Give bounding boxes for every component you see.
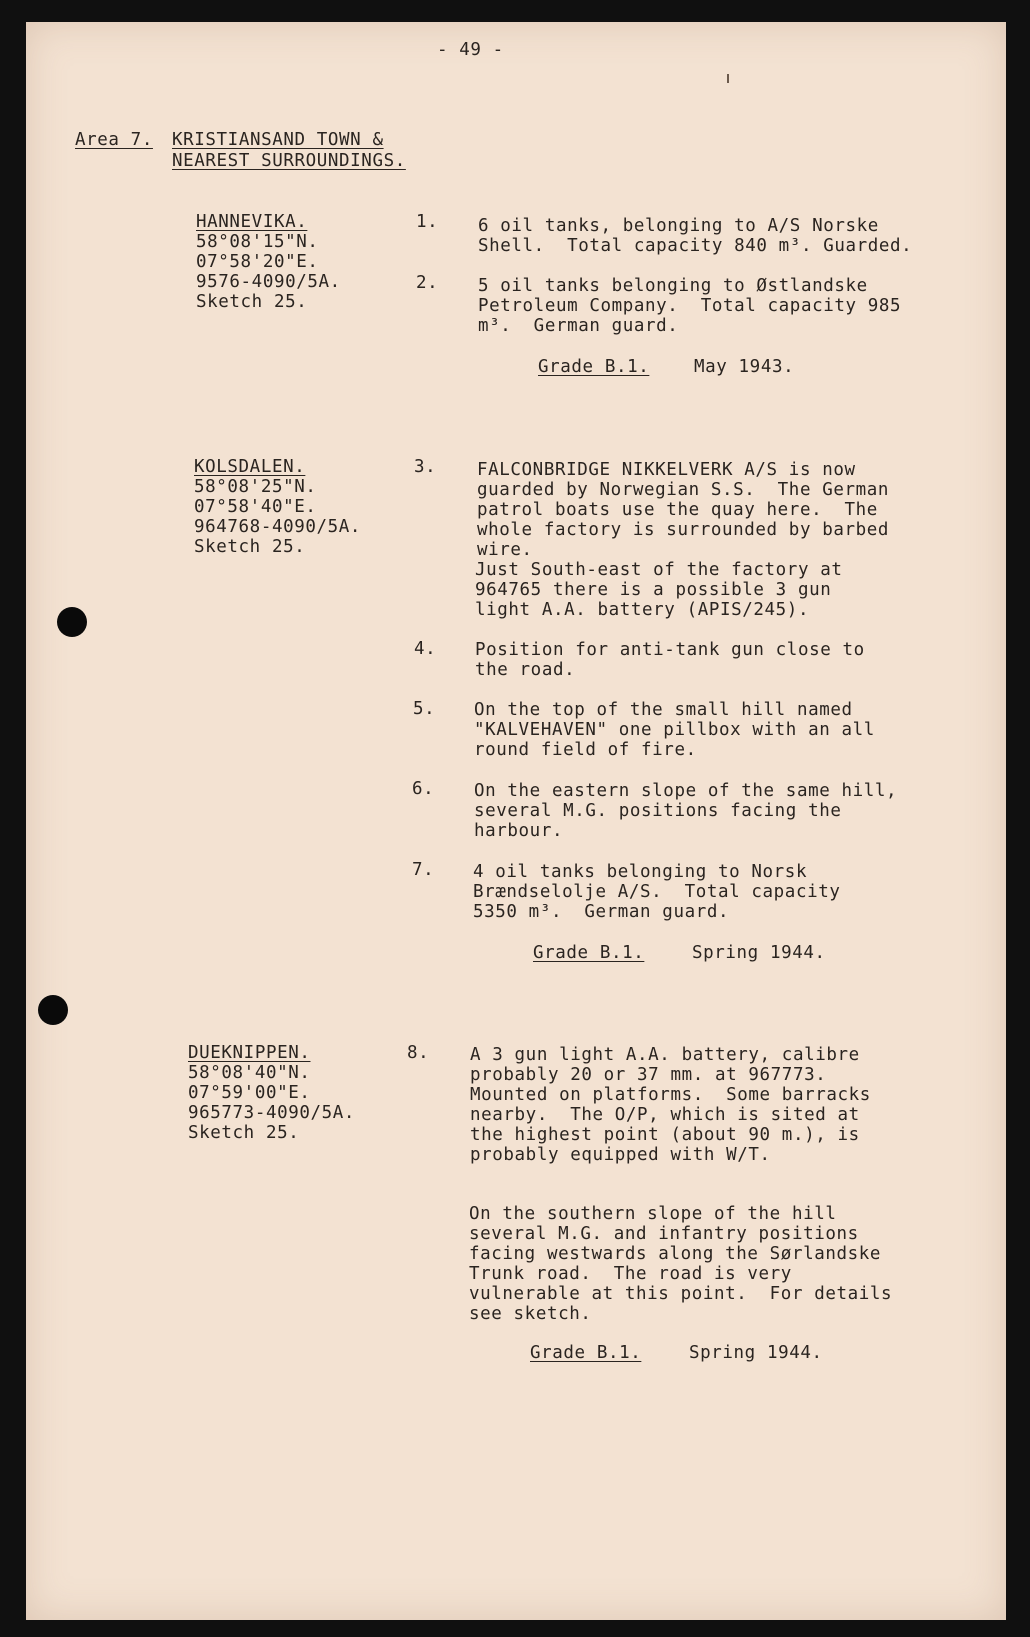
grade-date: May 1943. bbox=[694, 357, 795, 377]
place-name: DUEKNIPPEN. bbox=[188, 1043, 311, 1063]
item-number: 3. bbox=[414, 457, 437, 477]
item-line: 6 oil tanks, belonging to A/S Norske bbox=[478, 216, 879, 236]
sketch-reference: Sketch 25. bbox=[188, 1123, 300, 1143]
latitude: 58°08'25"N. bbox=[194, 477, 317, 497]
item-number: 7. bbox=[412, 860, 435, 880]
item-line: A 3 gun light A.A. battery, calibre bbox=[470, 1045, 860, 1065]
item-line: FALCONBRIDGE NIKKELVERK A/S is now bbox=[477, 460, 856, 480]
latitude: 58°08'15"N. bbox=[196, 232, 319, 252]
item-line: Shell. Total capacity 840 m³. Guarded. bbox=[478, 236, 913, 256]
map-reference: 965773-4090/5A. bbox=[188, 1103, 356, 1123]
item-number: 4. bbox=[414, 639, 437, 659]
sketch-reference: Sketch 25. bbox=[194, 537, 306, 557]
item-line: patrol boats use the quay here. The bbox=[477, 500, 878, 520]
item-line: 4 oil tanks belonging to Norsk bbox=[473, 862, 808, 882]
item-line: whole factory is surrounded by barbed bbox=[477, 520, 890, 540]
item-line: Petroleum Company. Total capacity 985 bbox=[478, 296, 902, 316]
item-number: 1. bbox=[416, 212, 439, 232]
grade: Grade B.1. bbox=[538, 357, 650, 377]
item-line: light A.A. battery (APIS/245). bbox=[475, 600, 810, 620]
item-line: the road. bbox=[475, 660, 576, 680]
paragraph-line: On the southern slope of the hill bbox=[469, 1204, 837, 1224]
grade: Grade B.1. bbox=[530, 1343, 642, 1363]
item-line: probably equipped with W/T. bbox=[470, 1145, 771, 1165]
grade: Grade B.1. bbox=[533, 943, 645, 963]
item-line: 5350 m³. German guard. bbox=[473, 902, 730, 922]
map-reference: 964768-4090/5A. bbox=[194, 517, 362, 537]
area-title-line1: KRISTIANSAND TOWN & bbox=[172, 130, 384, 150]
longitude: 07°58'40"E. bbox=[194, 497, 317, 517]
item-line: 964765 there is a possible 3 gun bbox=[475, 580, 832, 600]
punch-hole-upper bbox=[57, 607, 87, 637]
item-line: harbour. bbox=[474, 821, 564, 841]
item-line: nearby. The O/P, which is sited at bbox=[470, 1105, 860, 1125]
item-line: Position for anti-tank gun close to bbox=[475, 640, 865, 660]
paragraph-line: facing westwards along the Sørlandske bbox=[469, 1244, 882, 1264]
punch-hole-lower bbox=[38, 995, 68, 1025]
sketch-reference: Sketch 25. bbox=[196, 292, 308, 312]
item-line: wire. bbox=[477, 540, 533, 560]
place-name: KOLSDALEN. bbox=[194, 457, 306, 477]
item-number: 6. bbox=[412, 779, 435, 799]
item-line: guarded by Norwegian S.S. The German bbox=[477, 480, 890, 500]
item-line: Just South-east of the factory at bbox=[475, 560, 843, 580]
item-number: 8. bbox=[407, 1043, 430, 1063]
item-line: Brændselolje A/S. Total capacity bbox=[473, 882, 841, 902]
item-line: probably 20 or 37 mm. at 967773. bbox=[470, 1065, 827, 1085]
item-line: round field of fire. bbox=[474, 740, 697, 760]
item-line: several M.G. positions facing the bbox=[474, 801, 842, 821]
longitude: 07°59'00"E. bbox=[188, 1083, 311, 1103]
item-line: On the eastern slope of the same hill, bbox=[474, 781, 898, 801]
item-line: the highest point (about 90 m.), is bbox=[470, 1125, 860, 1145]
grade-date: Spring 1944. bbox=[689, 1343, 823, 1363]
item-line: Mounted on platforms. Some barracks bbox=[470, 1085, 871, 1105]
area-title-line2: NEAREST SURROUNDINGS. bbox=[172, 151, 406, 171]
grade-date: Spring 1944. bbox=[692, 943, 826, 963]
item-line: On the top of the small hill named bbox=[474, 700, 853, 720]
item-line: 5 oil tanks belonging to Østlandske bbox=[478, 276, 868, 296]
paragraph-line: several M.G. and infantry positions bbox=[469, 1224, 859, 1244]
longitude: 07°58'20"E. bbox=[196, 252, 319, 272]
item-line: m³. German guard. bbox=[478, 316, 679, 336]
pencil-mark bbox=[727, 74, 729, 83]
item-number: 5. bbox=[413, 699, 436, 719]
page-number: - 49 - bbox=[437, 40, 504, 60]
latitude: 58°08'40"N. bbox=[188, 1063, 311, 1083]
paragraph-line: Trunk road. The road is very bbox=[469, 1264, 792, 1284]
paragraph-line: vulnerable at this point. For details bbox=[469, 1284, 893, 1304]
paragraph-line: see sketch. bbox=[469, 1304, 592, 1324]
item-number: 2. bbox=[416, 273, 439, 293]
place-name: HANNEVIKA. bbox=[196, 212, 308, 232]
map-reference: 9576-4090/5A. bbox=[196, 272, 341, 292]
item-line: "KALVEHAVEN" one pillbox with an all bbox=[474, 720, 875, 740]
area-label: Area 7. bbox=[75, 130, 153, 150]
